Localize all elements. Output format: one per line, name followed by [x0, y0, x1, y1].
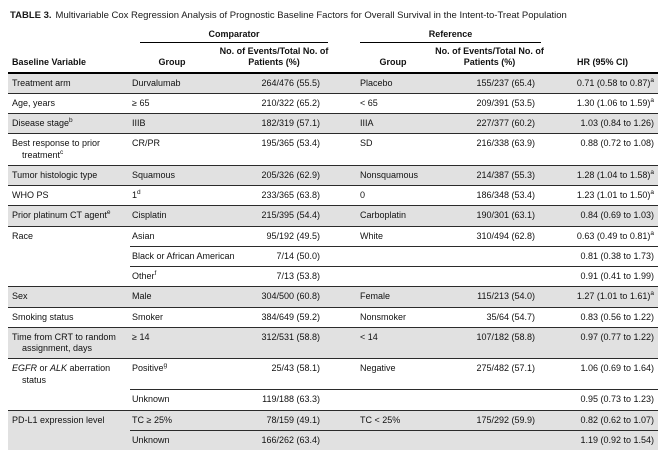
baseline-variable-cell: Treatment arm: [8, 73, 130, 94]
comparator-group-cell: Other$^f$: [130, 267, 214, 287]
hr-cell: 1.06 (0.69 to 1.64): [547, 359, 658, 390]
col-header-line2: Patients (%): [463, 57, 516, 68]
comparator-events-cell: 384/649 (59.2): [214, 307, 334, 327]
reference-events-cell: 35/64 (54.7): [432, 307, 547, 327]
comparator-group-cell: Positive$^g$: [130, 359, 214, 390]
reference-group-cell: < 65: [334, 93, 432, 113]
col-header-comparator-events: [214, 44, 334, 73]
comparator-events-cell: 119/188 (63.3): [214, 390, 334, 410]
reference-group-cell: [334, 267, 432, 287]
col-header-comparator-group: Group: [130, 44, 214, 73]
cox-regression-table: [8, 29, 658, 450]
table-row: [8, 430, 658, 450]
comparator-group-cell: Squamous: [130, 165, 214, 185]
comparator-group-cell: Black or African American: [130, 246, 214, 266]
table-row: [8, 410, 658, 430]
baseline-variable-cell: [8, 246, 130, 266]
table-row: [8, 267, 658, 287]
comparator-group-cell: Unknown: [130, 390, 214, 410]
comparator-group-cell: IIIB: [130, 114, 214, 134]
col-header-line1: No. of Events/Total No. of: [435, 46, 544, 57]
baseline-variable-cell: Sex: [8, 287, 130, 307]
reference-events-cell: 216/338 (63.9): [432, 134, 547, 166]
table-number-label: TABLE 3.: [10, 10, 52, 21]
reference-events-cell: [432, 267, 547, 287]
table-row: [8, 246, 658, 266]
reference-group-cell: Carboplatin: [334, 206, 432, 226]
reference-group-cell: TC < 25%: [334, 410, 432, 430]
hr-cell: 0.91 (0.41 to 1.99): [547, 267, 658, 287]
baseline-variable-cell: Disease stage$^b$: [8, 114, 130, 134]
comparator-group-cell: ≥ 14: [130, 327, 214, 359]
table-row: [8, 73, 658, 94]
hr-cell: 1.28 (1.04 to 1.58)$^a$: [547, 165, 658, 185]
hr-cell: 0.63 (0.49 to 0.81)$^a$: [547, 226, 658, 246]
reference-events-cell: 155/237 (65.4): [432, 73, 547, 94]
reference-events-cell: 310/494 (62.8): [432, 226, 547, 246]
table-row: [8, 327, 658, 359]
reference-events-cell: 186/348 (53.4): [432, 186, 547, 206]
hr-cell: 1.27 (1.01 to 1.61)$^a$: [547, 287, 658, 307]
spanner-spacer: [547, 29, 658, 44]
table-row: [8, 226, 658, 246]
spanner-row: [8, 29, 658, 44]
table-row: [8, 165, 658, 185]
comparator-group-cell: Cisplatin: [130, 206, 214, 226]
hr-cell: 0.82 (0.62 to 1.07): [547, 410, 658, 430]
hr-cell: 0.97 (0.77 to 1.22): [547, 327, 658, 359]
col-header-line2: Patients (%): [248, 57, 300, 68]
comparator-group-cell: Smoker: [130, 307, 214, 327]
baseline-variable-cell: [8, 267, 130, 287]
comparator-group-cell: Asian: [130, 226, 214, 246]
baseline-variable-cell: EGFR or ALK aberration status: [8, 359, 130, 390]
reference-group-cell: SD: [334, 134, 432, 166]
reference-events-cell: [432, 246, 547, 266]
table-row: [8, 114, 658, 134]
comparator-events-cell: 205/326 (62.9): [214, 165, 334, 185]
reference-events-cell: 107/182 (58.8): [432, 327, 547, 359]
comparator-events-cell: 25/43 (58.1): [214, 359, 334, 390]
reference-group-cell: 0: [334, 186, 432, 206]
col-header-baseline-variable: Baseline Variable: [8, 44, 130, 73]
comparator-events-cell: 195/365 (53.4): [214, 134, 334, 166]
comparator-group-cell: Unknown: [130, 430, 214, 450]
reference-group-cell: Nonsquamous: [334, 165, 432, 185]
comparator-events-cell: 7/13 (53.8): [214, 267, 334, 287]
baseline-variable-cell: Time from CRT to random assignment, days: [8, 327, 130, 359]
comparator-spanner-label: Comparator: [140, 29, 328, 43]
table-row: [8, 206, 658, 226]
reference-group-cell: Negative: [334, 359, 432, 390]
reference-spanner-label: Reference: [360, 29, 541, 43]
comparator-events-cell: 166/262 (63.4): [214, 430, 334, 450]
comparator-group-cell: ≥ 65: [130, 93, 214, 113]
hr-cell: 0.81 (0.38 to 1.73): [547, 246, 658, 266]
col-header-reference-events: [432, 44, 547, 73]
table-row: [8, 186, 658, 206]
table-title: [10, 10, 658, 22]
comparator-events-cell: 304/500 (60.8): [214, 287, 334, 307]
reference-group-cell: [334, 246, 432, 266]
hr-cell: 1.03 (0.84 to 1.26): [547, 114, 658, 134]
spanner-spacer: [8, 29, 130, 44]
col-header-hr: HR (95% CI): [547, 44, 658, 73]
comparator-group-cell: Durvalumab: [130, 73, 214, 94]
hr-cell: 0.71 (0.58 to 0.87)$^a$: [547, 73, 658, 94]
baseline-variable-cell: Race: [8, 226, 130, 246]
reference-group-cell: < 14: [334, 327, 432, 359]
reference-events-cell: 175/292 (59.9): [432, 410, 547, 430]
reference-group-cell: [334, 430, 432, 450]
reference-events-cell: [432, 430, 547, 450]
hr-cell: 1.23 (1.01 to 1.50)$^a$: [547, 186, 658, 206]
column-header-row: [8, 44, 658, 73]
baseline-variable-cell: Prior platinum CT agent$^e$: [8, 206, 130, 226]
comparator-group-cell: CR/PR: [130, 134, 214, 166]
baseline-variable-cell: PD-L1 expression level: [8, 410, 130, 430]
hr-cell: 1.19 (0.92 to 1.54): [547, 430, 658, 450]
comparator-events-cell: 233/365 (63.8): [214, 186, 334, 206]
comparator-group-cell: 1$^d$: [130, 186, 214, 206]
table-row: [8, 287, 658, 307]
comparator-group-cell: Male: [130, 287, 214, 307]
comparator-events-cell: 210/322 (65.2): [214, 93, 334, 113]
comparator-events-cell: 264/476 (55.5): [214, 73, 334, 94]
reference-events-cell: 275/482 (57.1): [432, 359, 547, 390]
comparator-events-cell: 78/159 (49.1): [214, 410, 334, 430]
table-title-text: Multivariable Cox Regression Analysis of Prognostic Baseline Factors for Overall Survival in the Intent-to-Treat Population: [55, 10, 567, 21]
table-row: [8, 359, 658, 390]
reference-group-cell: IIIA: [334, 114, 432, 134]
baseline-variable-cell: [8, 390, 130, 410]
col-header-reference-group: Group: [334, 44, 432, 73]
hr-cell: 0.88 (0.72 to 1.08): [547, 134, 658, 166]
baseline-variable-cell: Best response to prior treatment$^c$: [8, 134, 130, 166]
table-row: [8, 307, 658, 327]
table-row: [8, 390, 658, 410]
reference-events-cell: 214/387 (55.3): [432, 165, 547, 185]
baseline-variable-cell: Age, years: [8, 93, 130, 113]
reference-group-cell: Nonsmoker: [334, 307, 432, 327]
reference-group-cell: [334, 390, 432, 410]
col-header-line1: No. of Events/Total No. of: [219, 46, 329, 57]
hr-cell: 0.95 (0.73 to 1.23): [547, 390, 658, 410]
table-row: [8, 93, 658, 113]
comparator-group-cell: TC ≥ 25%: [130, 410, 214, 430]
reference-events-cell: [432, 390, 547, 410]
baseline-variable-cell: WHO PS: [8, 186, 130, 206]
table-row: [8, 134, 658, 166]
reference-events-cell: 209/391 (53.5): [432, 93, 547, 113]
baseline-variable-cell: Tumor histologic type: [8, 165, 130, 185]
reference-events-cell: 115/213 (54.0): [432, 287, 547, 307]
reference-group-cell: Placebo: [334, 73, 432, 94]
reference-events-cell: 190/301 (63.1): [432, 206, 547, 226]
comparator-events-cell: 312/531 (58.8): [214, 327, 334, 359]
reference-events-cell: 227/377 (60.2): [432, 114, 547, 134]
table-body: [8, 73, 658, 450]
comparator-spanner: [130, 29, 334, 44]
comparator-events-cell: 215/395 (54.4): [214, 206, 334, 226]
baseline-variable-cell: [8, 430, 130, 450]
reference-spanner: [334, 29, 547, 44]
hr-cell: 1.30 (1.06 to 1.59)$^a$: [547, 93, 658, 113]
baseline-variable-cell: Smoking status: [8, 307, 130, 327]
hr-cell: 0.83 (0.56 to 1.22): [547, 307, 658, 327]
comparator-events-cell: 95/192 (49.5): [214, 226, 334, 246]
reference-group-cell: Female: [334, 287, 432, 307]
comparator-events-cell: 182/319 (57.1): [214, 114, 334, 134]
reference-group-cell: White: [334, 226, 432, 246]
hr-cell: 0.84 (0.69 to 1.03): [547, 206, 658, 226]
comparator-events-cell: 7/14 (50.0): [214, 246, 334, 266]
